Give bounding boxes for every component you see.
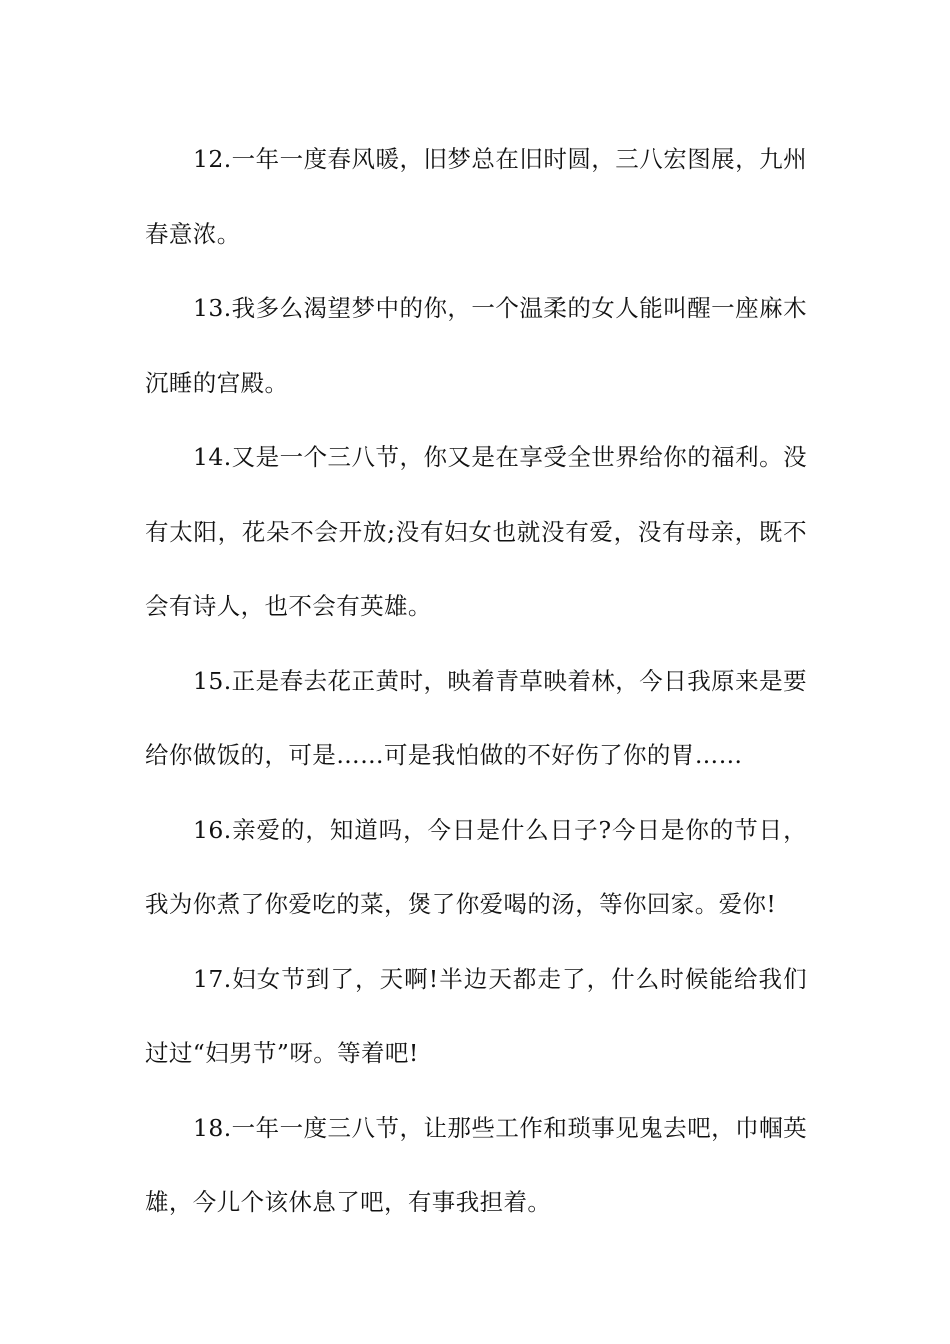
- paragraph-18: 18.一年一度三八节，让那些工作和琐事见鬼去吧，巾帼英雄，今儿个该休息了吧，有事我担着。: [145, 1113, 807, 1216]
- document-body: [145, 122, 807, 1240]
- paragraph-13: 13.我多么渴望梦中的你，一个温柔的女人能叫醒一座麻木沉睡的宫殿。: [145, 294, 807, 397]
- paragraph-15: 15.正是春去花正黄时，映着青草映着林，今日我原来是要给你做饭的，可是……可是我怕做的不好伤了你的胃……: [145, 666, 807, 769]
- paragraph-16: 16.亲爱的，知道吗，今日是什么日子?今日是你的节日，我为你煮了你爱吃的菜，煲了你爱喝的汤，等你回家。爱你!: [145, 815, 807, 918]
- paragraph-17: 17.妇女节到了，天啊!半边天都走了，什么时候能给我们过过“妇男节”呀。等着吧!: [145, 964, 807, 1067]
- paragraph-12: 12.一年一度春风暖，旧梦总在旧时圆，三八宏图展，九州春意浓。: [145, 145, 807, 248]
- paragraph-14: 14.又是一个三八节，你又是在享受全世界给你的福利。没有太阳，花朵不会开放;没有妇女也就没有爱，没有母亲，既不会有诗人，也不会有英雄。: [145, 443, 807, 620]
